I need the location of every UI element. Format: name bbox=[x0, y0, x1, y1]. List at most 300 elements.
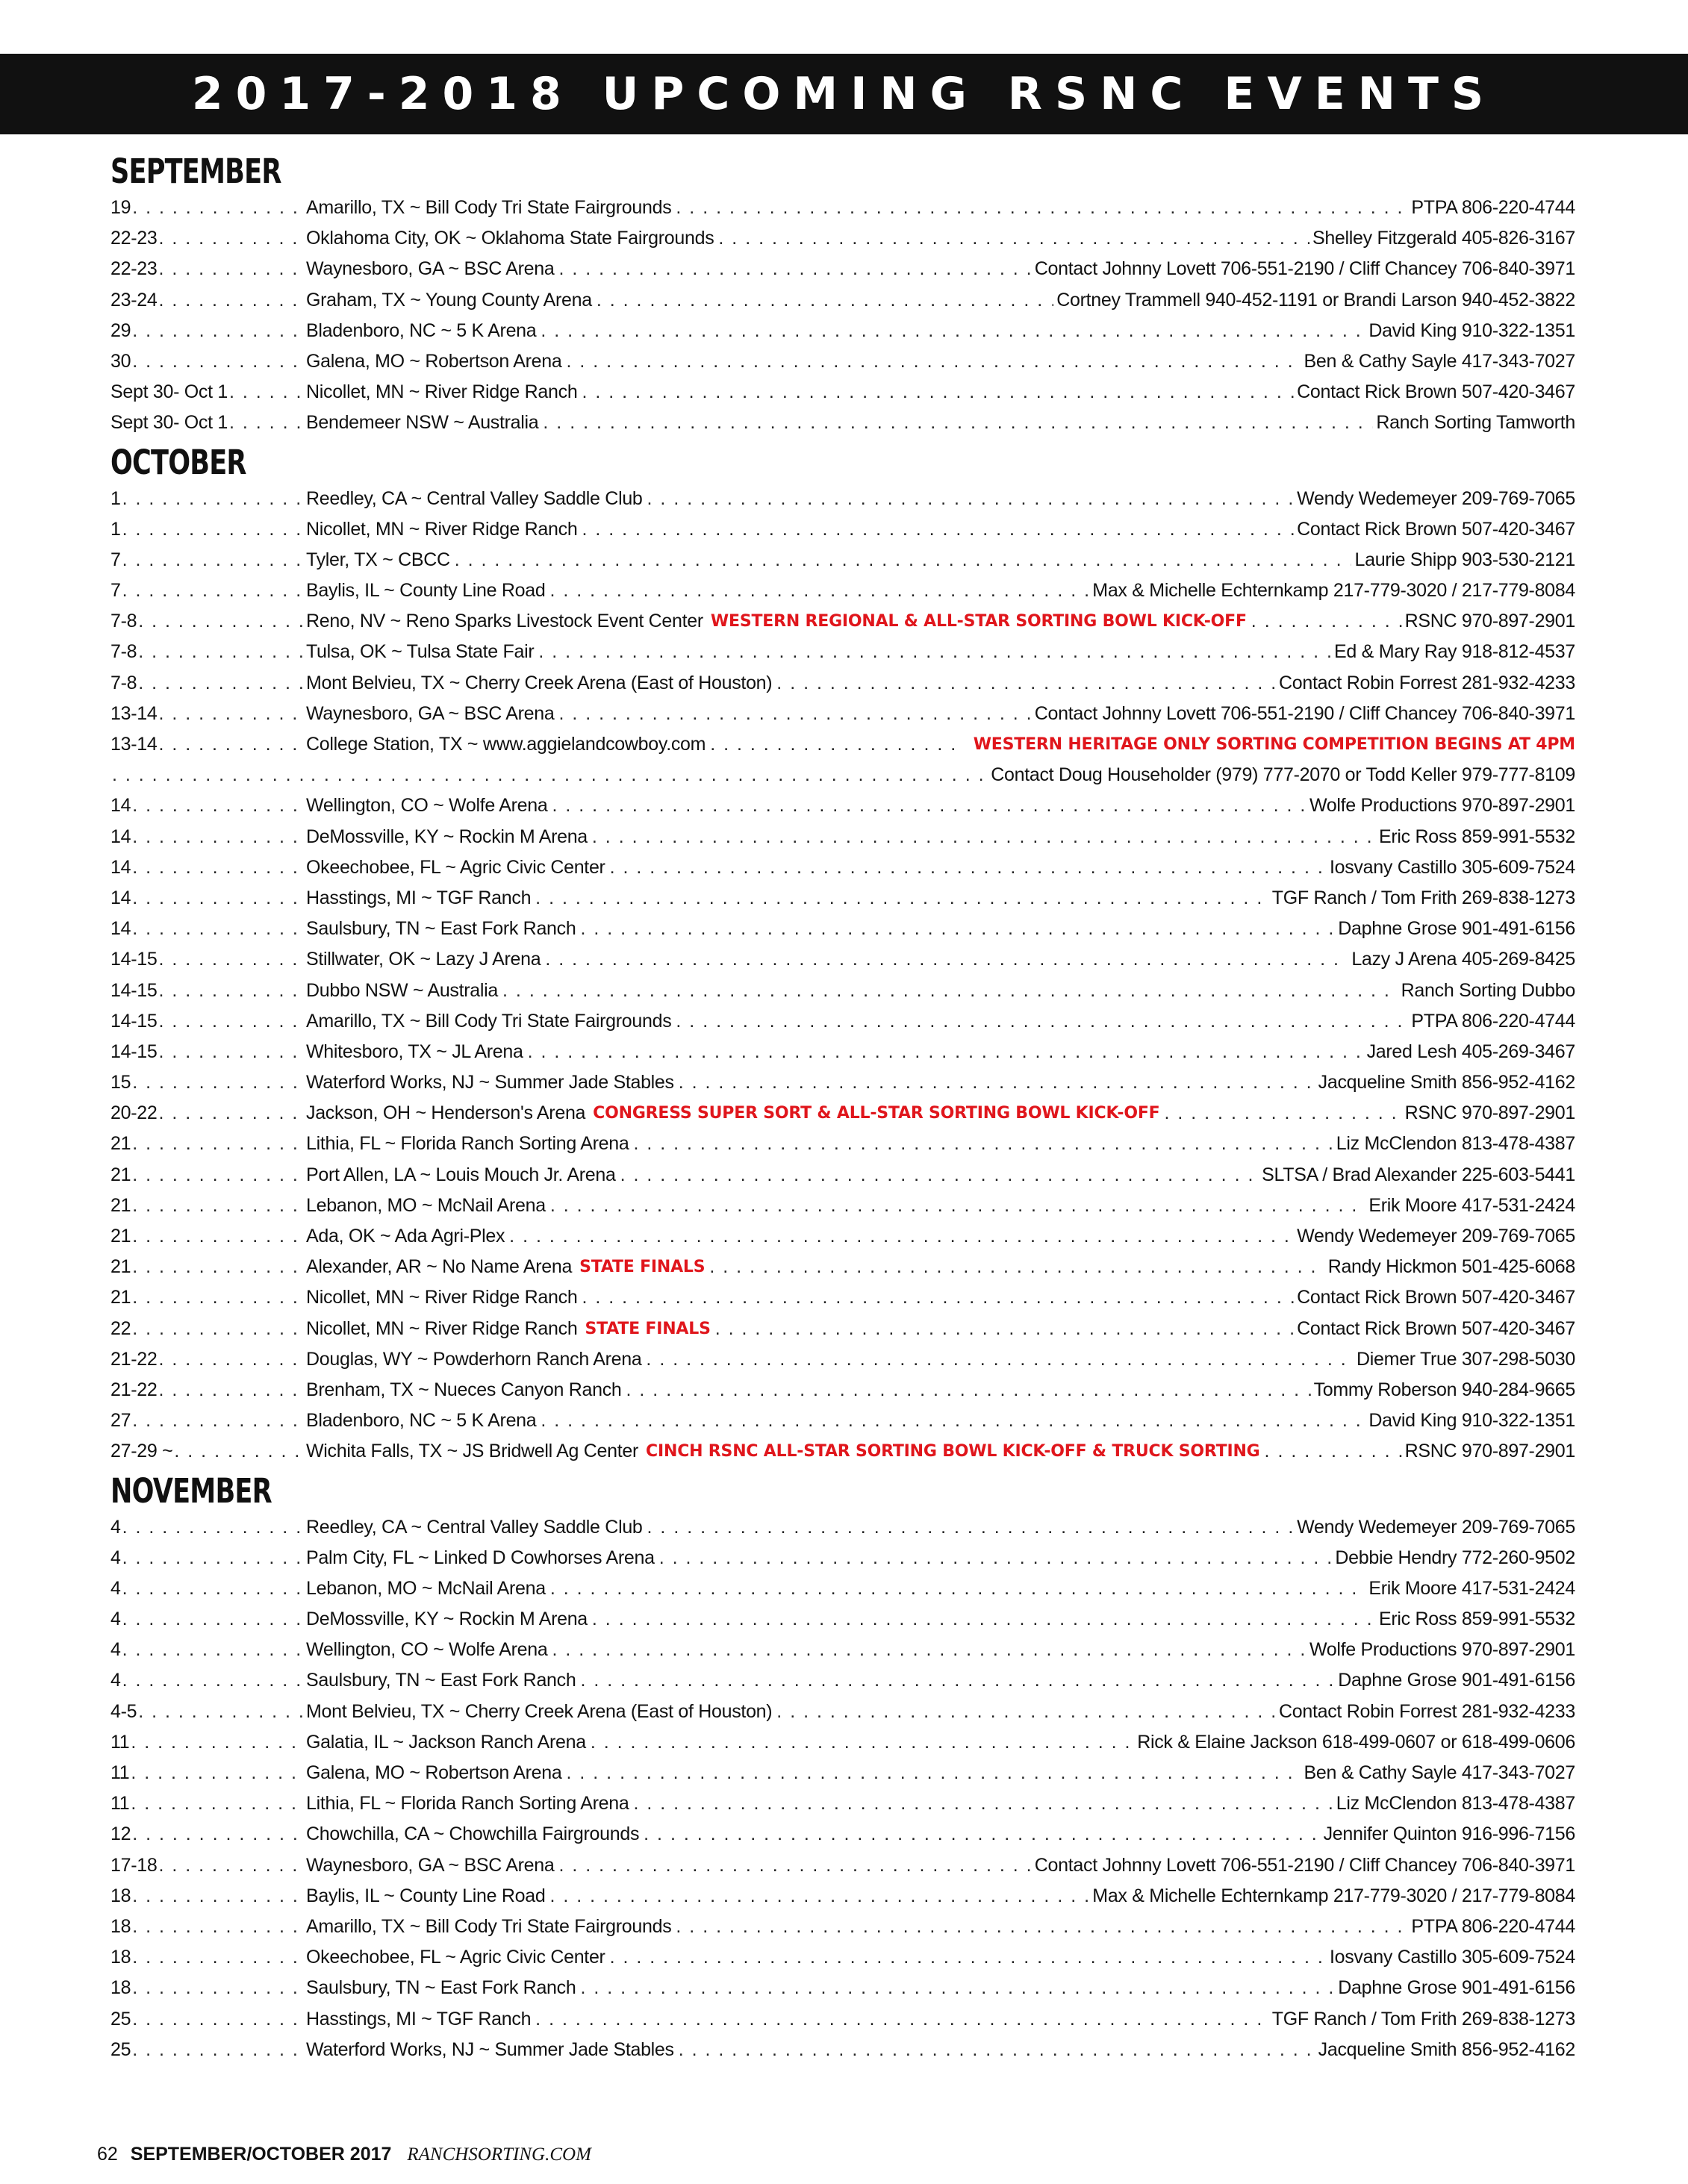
dot-leader bbox=[122, 1665, 303, 1696]
event-row bbox=[110, 1512, 1575, 1543]
event-row bbox=[110, 1098, 1575, 1129]
event-location: Port Allen, LA ~ Louis Mouch Jr. Arena bbox=[306, 1164, 616, 1185]
event-contact: PTPA 806-220-4744 bbox=[1411, 197, 1575, 218]
event-details bbox=[306, 790, 1575, 821]
dot-leader bbox=[610, 1942, 1327, 1973]
event-contact: Debbie Hendry 772-260-9502 bbox=[1335, 1547, 1575, 1568]
event-location: Saulsbury, TN ~ East Fork Ranch bbox=[306, 1977, 576, 1999]
event-details bbox=[306, 346, 1575, 377]
event-row bbox=[110, 1405, 1575, 1436]
event-row bbox=[110, 545, 1575, 575]
dot-leader bbox=[158, 1098, 303, 1129]
event-date-cell bbox=[110, 575, 306, 606]
event-date: 27-29 ~ bbox=[110, 1441, 173, 1462]
event-date: 14-15 bbox=[110, 1040, 158, 1062]
event-row bbox=[110, 699, 1575, 729]
event-date-cell bbox=[110, 1819, 306, 1850]
event-location: Reedley, CA ~ Central Valley Saddle Club bbox=[306, 487, 643, 509]
month-heading: NOVEMBER bbox=[110, 1470, 272, 1511]
event-date: 19 bbox=[110, 197, 131, 218]
event-details bbox=[306, 484, 1575, 514]
event-contact: Max & Michelle Echternkamp 217-779-3020 / 217-779-8084 bbox=[1092, 580, 1575, 602]
event-date-cell bbox=[110, 1436, 306, 1467]
dot-leader bbox=[558, 254, 1031, 284]
event-contact: Contact Rick Brown 507-420-3467 bbox=[1297, 1317, 1575, 1339]
event-details bbox=[306, 976, 1575, 1006]
dot-leader bbox=[122, 545, 303, 575]
dot-leader bbox=[158, 1850, 303, 1881]
event-date: 30 bbox=[110, 350, 131, 372]
event-location: Tulsa, OK ~ Tulsa State Fair bbox=[306, 641, 535, 663]
event-contact: Contact Robin Forrest 281-932-4233 bbox=[1279, 672, 1575, 693]
event-row bbox=[110, 976, 1575, 1006]
event-row bbox=[110, 1850, 1575, 1881]
event-location: Waynesboro, GA ~ BSC Arena bbox=[306, 1854, 555, 1876]
event-location: Wellington, CO ~ Wolfe Arena bbox=[306, 1639, 548, 1661]
event-contact: Randy Hickmon 501-425-6068 bbox=[1327, 1256, 1575, 1278]
event-location: College Station, TX ~ www.aggielandcowboy.com bbox=[306, 734, 706, 755]
event-details bbox=[306, 699, 1575, 729]
dot-leader bbox=[158, 1037, 303, 1067]
event-date-cell bbox=[110, 883, 306, 914]
event-details bbox=[306, 1405, 1575, 1436]
month-heading: OCTOBER bbox=[110, 442, 246, 482]
event-details bbox=[306, 1067, 1575, 1098]
event-details bbox=[306, 1037, 1575, 1067]
event-contact: Contact Johnny Lovett 706-551-2190 / Cliff Chancey 706-840-3971 bbox=[1034, 702, 1575, 724]
event-date: 4 bbox=[110, 1609, 121, 1630]
event-details bbox=[306, 408, 1575, 438]
dot-leader bbox=[646, 1344, 1354, 1375]
event-location: Hasstings, MI ~ TGF Ranch bbox=[306, 2008, 532, 2029]
event-row bbox=[110, 1727, 1575, 1758]
dot-leader bbox=[131, 1727, 303, 1758]
event-contact: Ben & Cathy Sayle 417-343-7027 bbox=[1304, 1762, 1575, 1783]
event-details bbox=[306, 1543, 1575, 1573]
event-location: Bladenboro, NC ~ 5 K Arena bbox=[306, 1410, 537, 1432]
dot-leader bbox=[132, 1282, 303, 1313]
dot-leader bbox=[158, 729, 303, 760]
dot-leader bbox=[132, 1314, 303, 1344]
page-title: 2017-2018 UPCOMING RSNC EVENTS bbox=[191, 68, 1497, 120]
event-location: Nicollet, MN ~ River Ridge Ranch bbox=[306, 381, 578, 403]
dot-leader bbox=[591, 1727, 1134, 1758]
event-date-cell bbox=[110, 852, 306, 883]
event-location: Lithia, FL ~ Florida Ranch Sorting Arena bbox=[306, 1793, 629, 1815]
event-contact: Erik Moore 417-531-2424 bbox=[1368, 1577, 1575, 1599]
event-row bbox=[110, 285, 1575, 316]
event-location: Douglas, WY ~ Powderhorn Ranch Arena bbox=[306, 1348, 642, 1370]
event-contact: Tommy Roberson 940-284-9665 bbox=[1313, 1379, 1575, 1400]
event-date-cell bbox=[110, 1788, 306, 1819]
event-details bbox=[306, 852, 1575, 883]
event-date: 22 bbox=[110, 1317, 131, 1339]
event-date: 21-22 bbox=[110, 1348, 158, 1370]
event-date-cell bbox=[110, 1512, 306, 1543]
event-contact: RSNC 970-897-2901 bbox=[1404, 1102, 1575, 1124]
event-date: 15 bbox=[110, 1072, 131, 1093]
dot-leader bbox=[610, 852, 1327, 883]
dot-leader bbox=[122, 1573, 303, 1604]
dot-leader bbox=[122, 484, 303, 514]
page-footer bbox=[97, 2144, 591, 2165]
event-date-cell bbox=[110, 729, 306, 760]
dot-leader bbox=[132, 790, 303, 821]
dot-leader bbox=[122, 1543, 303, 1573]
event-row bbox=[110, 1819, 1575, 1850]
dot-leader bbox=[545, 944, 1348, 975]
dot-leader bbox=[158, 699, 303, 729]
dot-leader bbox=[131, 1788, 303, 1819]
event-contact: Jacqueline Smith 856-952-4162 bbox=[1318, 2038, 1575, 2060]
event-contact: Eric Ross 859-991-5532 bbox=[1379, 826, 1575, 847]
event-row bbox=[110, 1314, 1575, 1344]
event-row bbox=[110, 1436, 1575, 1467]
event-date: 1 bbox=[110, 487, 121, 509]
event-row bbox=[110, 1788, 1575, 1819]
event-details bbox=[306, 944, 1575, 975]
dot-leader bbox=[582, 377, 1294, 408]
event-date-cell bbox=[110, 668, 306, 699]
event-contact: SLTSA / Brad Alexander 225-603-5441 bbox=[1262, 1164, 1575, 1185]
dot-leader bbox=[580, 914, 1335, 944]
event-details bbox=[306, 1973, 1575, 2003]
event-location: Amarillo, TX ~ Bill Cody Tri State Fairgrounds bbox=[306, 1010, 672, 1032]
dot-leader bbox=[132, 1067, 303, 1098]
dot-leader bbox=[132, 914, 303, 944]
dot-leader bbox=[138, 606, 303, 637]
event-date: 21 bbox=[110, 1226, 131, 1247]
event-location: Lebanon, MO ~ McNail Arena bbox=[306, 1194, 546, 1216]
event-details bbox=[306, 2035, 1575, 2065]
event-location: Nicollet, MN ~ River Ridge Ranch bbox=[306, 518, 578, 540]
event-location: Bladenboro, NC ~ 5 K Arena bbox=[306, 319, 537, 341]
dot-leader bbox=[132, 346, 303, 377]
dot-leader bbox=[620, 1160, 1259, 1191]
dot-leader bbox=[158, 944, 303, 975]
title-banner bbox=[0, 54, 1688, 134]
dot-leader bbox=[158, 1006, 303, 1037]
event-contact: Eric Ross 859-991-5532 bbox=[1379, 1609, 1575, 1630]
event-location: Graham, TX ~ Young County Arena bbox=[306, 289, 592, 311]
event-location: DeMossville, KY ~ Rockin M Arena bbox=[306, 1609, 588, 1630]
event-details bbox=[306, 1006, 1575, 1037]
section-november bbox=[110, 1467, 1575, 2065]
event-location: Jackson, OH ~ Henderson's Arena bbox=[306, 1102, 586, 1124]
event-row bbox=[110, 514, 1575, 545]
event-contact: Ben & Cathy Sayle 417-343-7027 bbox=[1304, 350, 1575, 372]
event-details bbox=[306, 1344, 1575, 1375]
event-details bbox=[306, 285, 1575, 316]
dot-leader bbox=[592, 1604, 1376, 1635]
event-date-cell bbox=[110, 2004, 306, 2035]
dot-leader bbox=[112, 760, 303, 790]
event-date: 7 bbox=[110, 580, 121, 602]
event-highlight: CONGRESS SUPER SORT & ALL-STAR SORTING BOWL KICK-OFF bbox=[593, 1104, 1160, 1123]
event-date-cell bbox=[110, 1098, 306, 1129]
event-contact: Contact Rick Brown 507-420-3467 bbox=[1297, 518, 1575, 540]
event-contact: Contact Robin Forrest 281-932-4233 bbox=[1279, 1700, 1575, 1722]
event-location: Saulsbury, TN ~ East Fork Ranch bbox=[306, 1670, 576, 1691]
event-date: 4 bbox=[110, 1577, 121, 1599]
event-details bbox=[306, 914, 1575, 944]
dot-leader bbox=[122, 1604, 303, 1635]
event-contact: Iosvany Castillo 305-609-7524 bbox=[1329, 1947, 1575, 1968]
event-contact: Jared Lesh 405-269-3467 bbox=[1366, 1040, 1575, 1062]
event-date: Sept 30- Oct 1 bbox=[110, 412, 228, 434]
dot-leader bbox=[535, 883, 1269, 914]
event-date-cell bbox=[110, 1973, 306, 2003]
event-location: Wellington, CO ~ Wolfe Arena bbox=[306, 795, 548, 817]
dot-leader bbox=[132, 1912, 303, 1942]
event-date-cell bbox=[110, 1573, 306, 1604]
event-contact: Lazy J Arena 405-269-8425 bbox=[1351, 949, 1575, 970]
event-details bbox=[306, 1512, 1575, 1543]
event-date: 11 bbox=[110, 1731, 130, 1753]
event-row bbox=[110, 914, 1575, 944]
dot-leader bbox=[541, 1405, 1365, 1436]
event-location: Baylis, IL ~ County Line Road bbox=[306, 580, 546, 602]
event-contact: TGF Ranch / Tom Frith 269-838-1273 bbox=[1271, 887, 1575, 908]
event-row bbox=[110, 1160, 1575, 1191]
event-date-cell bbox=[110, 484, 306, 514]
event-location: Brenham, TX ~ Nueces Canyon Ranch bbox=[306, 1379, 622, 1400]
dot-leader bbox=[582, 514, 1294, 545]
event-contact: Ranch Sorting Dubbo bbox=[1401, 979, 1575, 1001]
event-date: 21 bbox=[110, 1133, 131, 1155]
dot-leader bbox=[626, 1375, 1311, 1405]
event-row bbox=[110, 1604, 1575, 1635]
event-details bbox=[306, 1375, 1575, 1405]
event-location: DeMossville, KY ~ Rockin M Arena bbox=[306, 826, 588, 847]
dot-leader bbox=[132, 852, 303, 883]
event-date-cell bbox=[110, 193, 306, 223]
event-location: Baylis, IL ~ County Line Road bbox=[306, 1885, 546, 1906]
event-details bbox=[306, 1436, 1575, 1467]
event-location: Mont Belvieu, TX ~ Cherry Creek Arena (East of Houston) bbox=[306, 1700, 773, 1722]
dot-leader bbox=[647, 1512, 1295, 1543]
dot-leader bbox=[132, 1191, 303, 1221]
event-details bbox=[306, 729, 1575, 760]
event-row bbox=[110, 2004, 1575, 2035]
event-details bbox=[306, 1912, 1575, 1942]
event-date-cell bbox=[110, 1912, 306, 1942]
dot-leader bbox=[718, 223, 1309, 254]
dot-leader bbox=[229, 408, 303, 438]
event-row bbox=[110, 1221, 1575, 1252]
event-date: 21 bbox=[110, 1194, 131, 1216]
dot-leader bbox=[158, 976, 303, 1006]
event-date: 21-22 bbox=[110, 1379, 158, 1400]
event-contact: Contact Doug Householder (979) 777-2070 or Todd Keller 979-777-8109 bbox=[991, 764, 1575, 786]
dot-leader bbox=[1164, 1098, 1401, 1129]
event-highlight: STATE FINALS bbox=[579, 1258, 706, 1277]
event-location: Saulsbury, TN ~ East Fork Ranch bbox=[306, 918, 576, 940]
event-contact: Diemer True 307-298-5030 bbox=[1357, 1348, 1575, 1370]
event-date: 4 bbox=[110, 1670, 121, 1691]
event-row bbox=[110, 1129, 1575, 1159]
event-details bbox=[306, 1819, 1575, 1850]
dot-leader bbox=[582, 1282, 1294, 1313]
dot-leader bbox=[633, 1129, 1333, 1159]
event-row bbox=[110, 1573, 1575, 1604]
event-date-cell bbox=[110, 1006, 306, 1037]
event-date-cell bbox=[110, 316, 306, 346]
dot-leader bbox=[647, 484, 1295, 514]
event-details bbox=[306, 637, 1575, 667]
event-location: Whitesboro, TX ~ JL Arena bbox=[306, 1040, 523, 1062]
event-contact: Wendy Wedemeyer 209-769-7065 bbox=[1297, 1516, 1575, 1538]
event-contact: Wolfe Productions 970-897-2901 bbox=[1309, 795, 1575, 817]
dot-leader bbox=[455, 545, 1352, 575]
event-row bbox=[110, 1006, 1575, 1037]
dot-leader bbox=[132, 1973, 303, 2003]
event-details bbox=[306, 1758, 1575, 1788]
event-date-cell bbox=[110, 1129, 306, 1159]
dot-leader bbox=[158, 1344, 303, 1375]
dot-leader bbox=[132, 1405, 303, 1436]
event-contact: RSNC 970-897-2901 bbox=[1404, 1441, 1575, 1462]
event-location: Waterford Works, NJ ~ Summer Jade Stables bbox=[306, 1072, 674, 1093]
event-location: Wichita Falls, TX ~ JS Bridwell Ag Center bbox=[306, 1441, 639, 1462]
event-date-cell bbox=[110, 377, 306, 408]
event-location: Galatia, IL ~ Jackson Ranch Arena bbox=[306, 1731, 586, 1753]
dot-leader bbox=[132, 193, 303, 223]
event-contact: Daphne Grose 901-491-6156 bbox=[1338, 918, 1575, 940]
dot-leader bbox=[158, 1375, 303, 1405]
event-date: 14 bbox=[110, 856, 131, 878]
event-details bbox=[306, 1129, 1575, 1159]
dot-leader bbox=[122, 1635, 303, 1665]
event-location: Nicollet, MN ~ River Ridge Ranch bbox=[306, 1287, 578, 1308]
dot-leader bbox=[158, 254, 303, 284]
event-details bbox=[306, 223, 1575, 254]
event-details bbox=[306, 822, 1575, 852]
event-contact: TGF Ranch / Tom Frith 269-838-1273 bbox=[1271, 2008, 1575, 2029]
event-contact: Contact Rick Brown 507-420-3467 bbox=[1297, 1287, 1575, 1308]
event-date-cell bbox=[110, 223, 306, 254]
event-contact: PTPA 806-220-4744 bbox=[1411, 1915, 1575, 1937]
event-date-cell bbox=[110, 408, 306, 438]
event-location: Nicollet, MN ~ River Ridge Ranch bbox=[306, 1317, 578, 1339]
event-contact: Wendy Wedemeyer 209-769-7065 bbox=[1297, 1226, 1575, 1247]
event-details bbox=[306, 1160, 1575, 1191]
event-date: 21 bbox=[110, 1256, 131, 1278]
event-row bbox=[110, 944, 1575, 975]
event-location: Waynesboro, GA ~ BSC Arena bbox=[306, 702, 555, 724]
event-date-cell bbox=[110, 1881, 306, 1912]
event-highlight: CINCH RSNC ALL-STAR SORTING BOWL KICK-OFF & TRUCK SORTING bbox=[646, 1442, 1260, 1461]
event-row bbox=[110, 822, 1575, 852]
dot-leader bbox=[132, 2035, 303, 2065]
event-contact: Cortney Trammell 940-452-1191 or Brandi Larson 940-452-3822 bbox=[1056, 289, 1575, 311]
event-contact: RSNC 970-897-2901 bbox=[1404, 611, 1575, 632]
event-date-cell bbox=[110, 1697, 306, 1727]
dot-leader bbox=[229, 377, 303, 408]
event-row bbox=[110, 193, 1575, 223]
event-row bbox=[110, 316, 1575, 346]
dot-leader bbox=[538, 637, 1331, 667]
event-date: 11 bbox=[110, 1793, 130, 1815]
event-row bbox=[110, 1543, 1575, 1573]
dot-leader bbox=[776, 1697, 1276, 1727]
event-details bbox=[306, 1252, 1575, 1282]
event-contact: Ranch Sorting Tamworth bbox=[1376, 412, 1575, 434]
event-date-cell bbox=[110, 1405, 306, 1436]
event-details bbox=[306, 1850, 1575, 1881]
event-row bbox=[110, 1942, 1575, 1973]
event-details bbox=[306, 1314, 1575, 1344]
event-row bbox=[110, 408, 1575, 438]
event-date-cell bbox=[110, 699, 306, 729]
dot-leader bbox=[122, 1512, 303, 1543]
event-date-cell bbox=[110, 1375, 306, 1405]
event-location: Galena, MO ~ Robertson Arena bbox=[306, 1762, 562, 1783]
event-details bbox=[306, 883, 1575, 914]
event-date-cell bbox=[110, 822, 306, 852]
event-details bbox=[306, 377, 1575, 408]
section-september bbox=[110, 148, 1575, 439]
event-row bbox=[110, 790, 1575, 821]
event-contact: Laurie Shipp 903-530-2121 bbox=[1354, 549, 1575, 570]
event-location: Reedley, CA ~ Central Valley Saddle Club bbox=[306, 1516, 643, 1538]
event-details bbox=[306, 1788, 1575, 1819]
event-row bbox=[110, 346, 1575, 377]
event-contact: Shelley Fitzgerald 405-826-3167 bbox=[1312, 228, 1575, 249]
event-date: 27 bbox=[110, 1410, 131, 1432]
event-row bbox=[110, 883, 1575, 914]
event-date: Sept 30- Oct 1 bbox=[110, 381, 228, 403]
event-location: Tyler, TX ~ CBCC bbox=[306, 549, 450, 570]
event-row bbox=[110, 1665, 1575, 1696]
event-date: 20-22 bbox=[110, 1102, 158, 1124]
event-date-cell bbox=[110, 285, 306, 316]
event-date-cell bbox=[110, 1665, 306, 1696]
event-row bbox=[110, 484, 1575, 514]
event-date: 18 bbox=[110, 1885, 131, 1906]
event-location: Galena, MO ~ Robertson Arena bbox=[306, 350, 562, 372]
event-date: 14 bbox=[110, 887, 131, 908]
event-date-cell bbox=[110, 1221, 306, 1252]
event-date-cell bbox=[110, 514, 306, 545]
dot-leader bbox=[311, 760, 988, 790]
event-details bbox=[306, 1573, 1575, 1604]
event-date: 14-15 bbox=[110, 979, 158, 1001]
event-location: Lebanon, MO ~ McNail Arena bbox=[306, 1577, 546, 1599]
dot-leader bbox=[528, 1037, 1364, 1067]
event-row bbox=[110, 1252, 1575, 1282]
event-details bbox=[306, 1665, 1575, 1696]
dot-leader bbox=[776, 668, 1276, 699]
dot-leader bbox=[509, 1221, 1294, 1252]
dot-leader bbox=[535, 2004, 1269, 2035]
event-location: Okeechobee, FL ~ Agric Civic Center bbox=[306, 1947, 605, 1968]
event-date-cell bbox=[110, 944, 306, 975]
event-details bbox=[306, 193, 1575, 223]
event-row bbox=[110, 377, 1575, 408]
dot-leader bbox=[550, 1191, 1366, 1221]
dot-leader bbox=[132, 2004, 303, 2035]
event-contact: Daphne Grose 901-491-6156 bbox=[1338, 1670, 1575, 1691]
event-date: 4-5 bbox=[110, 1700, 137, 1722]
event-contact: Max & Michelle Echternkamp 217-779-3020 / 217-779-8084 bbox=[1092, 1885, 1575, 1906]
dot-leader bbox=[659, 1543, 1333, 1573]
event-date-cell bbox=[110, 1282, 306, 1313]
dot-leader bbox=[592, 822, 1376, 852]
event-row bbox=[110, 606, 1575, 637]
dot-leader bbox=[580, 1973, 1335, 2003]
event-date-cell bbox=[110, 790, 306, 821]
